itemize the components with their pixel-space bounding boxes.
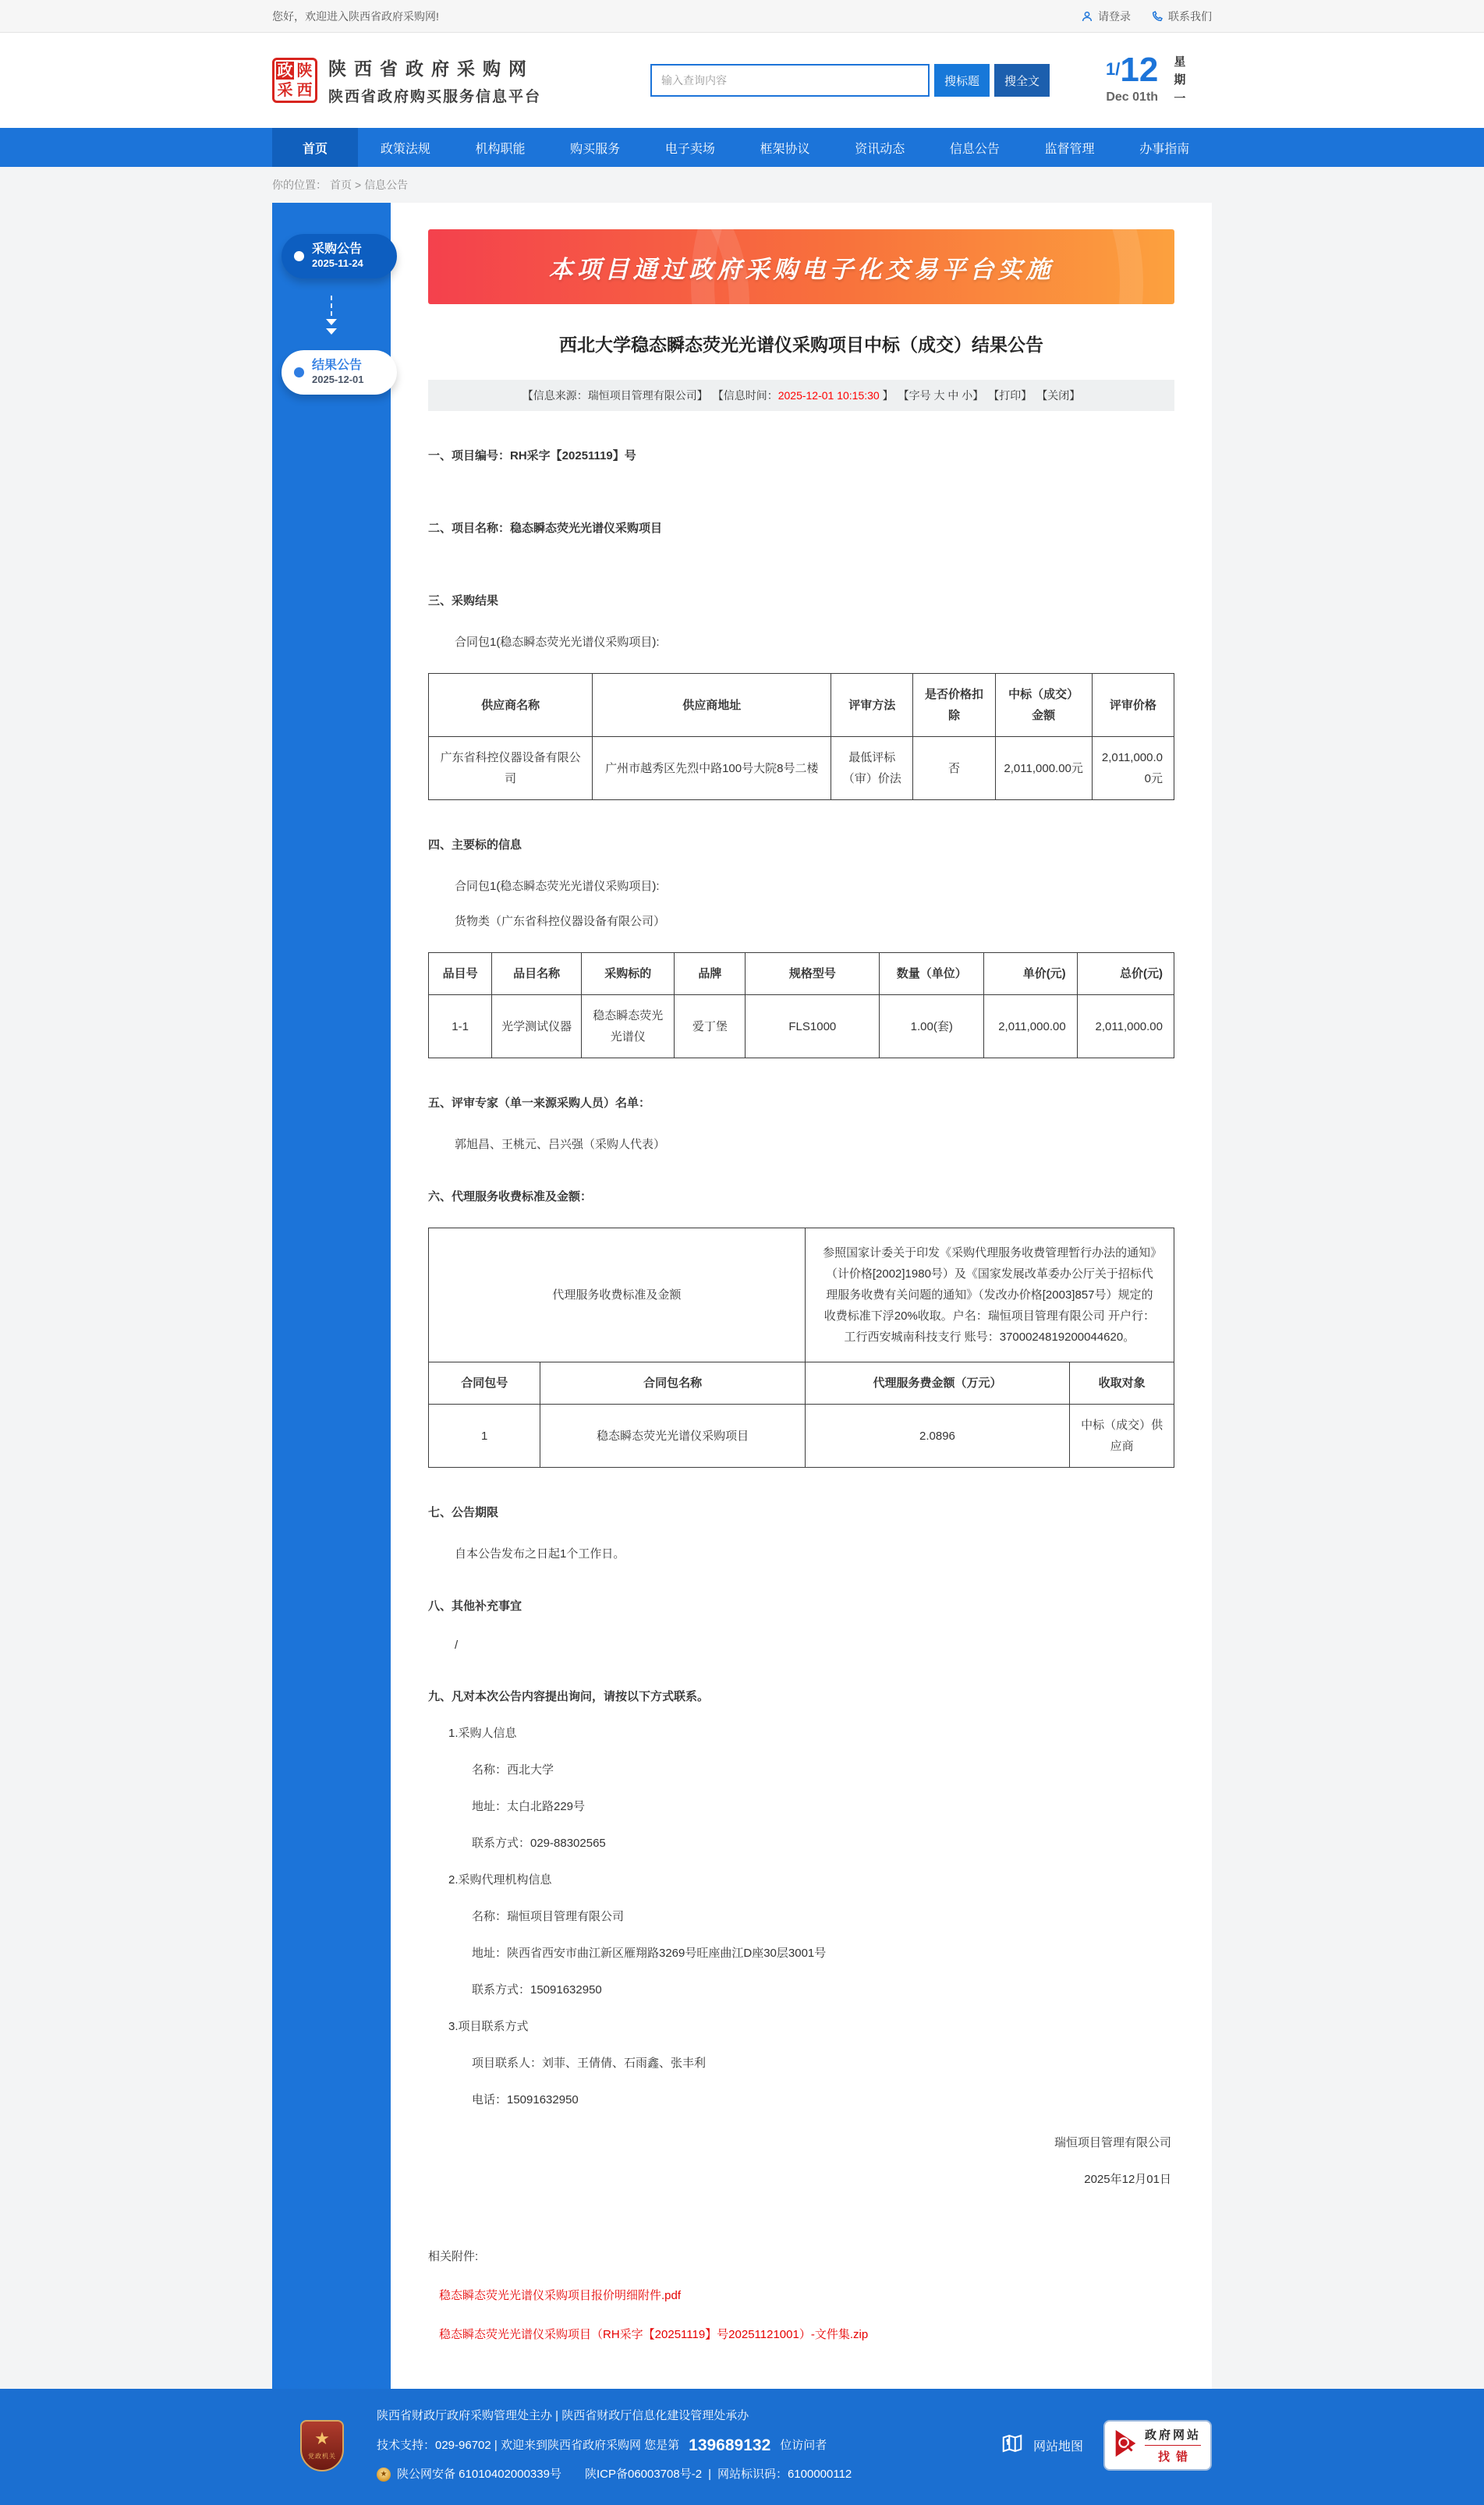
project-contact-title: 3.项目联系方式 <box>448 2020 529 2033</box>
print-button[interactable]: 【打印】 <box>988 389 1032 402</box>
table-row <box>429 995 1174 1058</box>
eprocurement-banner <box>428 229 1174 304</box>
date-en: Dec 01th <box>1106 90 1159 105</box>
police-badge-icon: ★ <box>377 2468 391 2482</box>
supplementary-text: / <box>455 1639 459 1652</box>
timeline-dot-icon <box>294 251 304 261</box>
column-header: 采购标的 <box>581 953 675 995</box>
gov-emblem-icon: ★ 党政机关 <box>300 2420 344 2471</box>
welcome-text: 您好，欢迎进入陕西省政府采购网! <box>272 10 439 23</box>
logo-stamp-icon <box>272 58 317 103</box>
column-header: 合同包号 <box>429 1362 540 1405</box>
cell-subject: 稳态瞬态荧光光谱仪 <box>581 995 675 1058</box>
emblem-label: 党政机关 <box>308 2453 336 2461</box>
badge-line1: 政府网站 <box>1144 2429 1201 2443</box>
logo-char: 政 <box>277 62 293 80</box>
cell-fee-standard-label: 代理服务收费标准及金额 <box>429 1228 806 1362</box>
cell-price-deduction: 否 <box>913 737 995 800</box>
contact-link[interactable] <box>1151 9 1212 24</box>
agency-info-title: 2.采购代理机构信息 <box>448 1873 552 1887</box>
phone-icon <box>1151 10 1163 23</box>
column-header: 评审价格 <box>1092 674 1174 737</box>
cell-model: FLS1000 <box>746 995 880 1058</box>
site-name: 陕西省政府采购网 <box>328 58 534 79</box>
login-link[interactable] <box>1081 9 1131 24</box>
nav-item-supervision[interactable]: 监督管理 <box>1044 142 1095 156</box>
signature-company: 瑞恒项目管理有限公司 <box>1054 2136 1171 2149</box>
package-line: 合同包1(稳态瞬态荧光光谱仪采购项目): <box>455 636 660 649</box>
cell-item-no: 1-1 <box>429 995 492 1058</box>
category-line: 货物类（广东省科控仪器设备有限公司） <box>455 915 666 928</box>
nav-item-purchase-service[interactable]: 购买服务 <box>570 142 621 156</box>
site-logo[interactable] <box>272 55 541 106</box>
agency-name: 名称：瑞恒项目管理有限公司 <box>472 1910 625 1923</box>
result-table <box>428 673 1174 800</box>
column-header: 中标（成交）金额 <box>995 674 1092 737</box>
column-header: 评审方法 <box>831 674 913 737</box>
column-header: 品牌 <box>675 953 746 995</box>
meta-source: 【信息来源：瑞恒项目管理有限公司】 <box>522 389 708 402</box>
buyer-phone: 联系方式：029-88302565 <box>472 1837 606 1850</box>
cell-award-amount: 2,011,000.00元 <box>995 737 1092 800</box>
site-footer <box>0 2389 1484 2505</box>
breadcrumb-separator: > <box>355 179 362 191</box>
top-bar <box>0 0 1484 33</box>
breadcrumb <box>0 167 1484 203</box>
section-1-heading: 一、项目编号：RH采字【20251119】号 <box>428 449 636 462</box>
logo-char: 西 <box>296 81 313 99</box>
search-input[interactable] <box>650 64 930 97</box>
user-icon <box>1081 10 1093 23</box>
cell-supplier-address: 广州市越秀区先烈中路100号大院8号二楼 <box>593 737 831 800</box>
sidebar-item-title: 结果公告 <box>312 358 363 372</box>
date-widget <box>1106 53 1186 108</box>
page-title: 西北大学稳态瞬态荧光光谱仪采购项目中标（成交）结果公告 <box>559 335 1043 355</box>
sitemap-label: 网站地图 <box>1032 2440 1083 2454</box>
package-line: 合同包1(稳态瞬态荧光光谱仪采购项目): <box>455 880 660 893</box>
footer-support: 技术支持：029-96702 | 欢迎来到陕西省政府采购网 您是第 <box>377 2438 680 2452</box>
sidebar-item-date: 2025-12-01 <box>312 373 364 385</box>
logo-char: 陕 <box>296 62 313 80</box>
nav-item-emarket[interactable]: 电子卖场 <box>664 142 715 156</box>
cell-review-method: 最低评标（审）价法 <box>831 737 913 800</box>
footer-organizer: 陕西省财政厅政府采购管理处主办 | 陕西省财政厅信息化建设管理处承办 <box>377 2409 749 2422</box>
column-header: 单价(元) <box>984 953 1078 995</box>
breadcrumb-label: 你的位置： <box>272 179 327 191</box>
main-area <box>0 203 1484 2389</box>
column-header: 总价(元) <box>1077 953 1174 995</box>
timeline-arrow-icon <box>272 296 391 335</box>
timeline-dot-icon <box>294 367 304 377</box>
site-code: 网站标识码：6100000112 <box>717 2468 852 2482</box>
section-5-heading: 五、评审专家（单一来源采购人员）名单： <box>428 1097 651 1110</box>
nav-item-guide[interactable]: 办事指南 <box>1139 142 1190 156</box>
section-3-heading: 三、采购结果 <box>428 594 499 608</box>
cell-package-no: 1 <box>429 1405 540 1468</box>
gov-site-error-report-badge[interactable] <box>1103 2420 1212 2471</box>
logo-char: 采 <box>277 81 293 99</box>
cell-brand: 爱丁堡 <box>675 995 746 1058</box>
search-bar <box>650 64 1050 97</box>
column-header: 收取对象 <box>1070 1362 1174 1405</box>
site-subtitle: 陕西省政府购买服务信息平台 <box>328 89 542 105</box>
article-content <box>391 203 1212 2389</box>
sidebar-item-result-announcement[interactable] <box>282 350 397 395</box>
map-icon <box>1001 2432 1024 2459</box>
breadcrumb-home[interactable]: 首页 <box>330 179 352 191</box>
meta-time: 【信息时间：2025-12-01 10:15:30 】 <box>712 389 894 402</box>
signature-date: 2025年12月01日 <box>1084 2173 1171 2186</box>
police-filing-link[interactable]: 陕公网安备 61010402000339号 <box>397 2468 561 2482</box>
attachments-section <box>428 2248 1174 2342</box>
buyer-address: 地址：太白北路229号 <box>472 1800 586 1813</box>
project-contact-person: 项目联系人：刘菲、王倩倩、石雨鑫、张丰利 <box>472 2057 707 2070</box>
nav-item-news[interactable]: 资讯动态 <box>855 142 905 156</box>
site-header <box>0 33 1484 128</box>
cell-fee-payer: 中标（成交）供应商 <box>1070 1405 1174 1468</box>
column-header: 品目号 <box>429 953 492 995</box>
banner-text: 本项目通过政府采购电子化交易平台实施 <box>548 255 1054 283</box>
column-header: 数量（单位） <box>880 953 984 995</box>
items-table <box>428 952 1174 1058</box>
badge-line2: 找错 <box>1157 2450 1194 2464</box>
footer-visitor-suffix: 位访问者 <box>780 2438 827 2452</box>
footer-divider: | <box>708 2468 711 2482</box>
close-button[interactable]: 【关闭】 <box>1036 389 1081 402</box>
section-4-heading: 四、主要标的信息 <box>428 838 522 852</box>
table-row <box>429 737 1174 800</box>
buyer-info-title: 1.采购人信息 <box>448 1727 517 1740</box>
attachment-pdf-link[interactable]: 稳态瞬态荧光光谱仪采购项目报价明细附件.pdf <box>439 2289 682 2302</box>
nav-item-functions[interactable]: 机构职能 <box>475 142 526 156</box>
signature-block <box>428 2134 1174 2187</box>
article-meta-bar <box>428 380 1174 411</box>
table-row <box>429 1228 1174 1362</box>
section-8-heading: 八、其他补充事宜 <box>428 1600 522 1613</box>
nav-item-announcements[interactable]: 信息公告 <box>949 142 1000 156</box>
meta-time-value: 2025-12-01 10:15:30 <box>777 389 880 402</box>
column-header: 供应商名称 <box>429 674 593 737</box>
error-report-icon <box>1114 2429 1138 2462</box>
table-row <box>429 1405 1174 1468</box>
sitemap-link[interactable] <box>1001 2432 1083 2459</box>
sidebar-item-date: 2025-11-24 <box>312 257 363 269</box>
attachment-zip-link[interactable]: 稳态瞬态荧光光谱仪采购项目（RH采字【20251119】号20251121001）-文件集.zip <box>439 2328 869 2341</box>
column-header: 供应商地址 <box>593 674 831 737</box>
sidebar-item-procurement-announcement[interactable] <box>282 234 397 278</box>
column-header: 合同包名称 <box>540 1362 805 1405</box>
cell-fee-standard-text: 参照国家计委关于印发《采购代理服务收费管理暂行办法的通知》（计价格[2002]1980号）及《国家发展改革委办公厅关于招标代理服务收费有关问题的通知》（发改办价格[2003]857号）规定的收费标准下浮20%收取。户名：瑞恒项目管理有限公司 开户行：工行西安城南科技支行 账号：3700024819200044620。 <box>805 1228 1174 1362</box>
section-9-heading: 九、凡对本次公告内容提出询问，请按以下方式联系。 <box>428 1690 710 1703</box>
cell-fee-amount: 2.0896 <box>805 1405 1069 1468</box>
nav-item-framework[interactable]: 框架协议 <box>760 142 810 156</box>
contact-label: 联系我们 <box>1168 10 1212 23</box>
search-fulltext-button[interactable]: 搜全文 <box>994 64 1050 97</box>
cell-supplier-name: 广东省科控仪器设备有限公司 <box>429 737 593 800</box>
nav-item-policy[interactable]: 政策法规 <box>380 142 430 156</box>
experts-line: 郭旭昌、王桃元、吕兴强（采购人代表） <box>455 1138 666 1151</box>
notice-period-text: 自本公告发布之日起1个工作日。 <box>455 1547 625 1561</box>
date-weekday: 星期一 <box>1174 55 1186 105</box>
cell-item-name: 光学测试仪器 <box>492 995 582 1058</box>
nav-item-home[interactable]: 首页 <box>272 128 358 167</box>
agency-phone: 联系方式：15091632950 <box>472 1983 602 1997</box>
buyer-name: 名称：西北大学 <box>472 1763 554 1777</box>
column-header: 是否价格扣除 <box>913 674 995 737</box>
column-header: 代理服务费金额（万元） <box>805 1362 1069 1405</box>
breadcrumb-current[interactable]: 信息公告 <box>364 179 409 191</box>
section-2-heading: 二、项目名称：稳态瞬态荧光光谱仪采购项目 <box>428 522 663 535</box>
icp-filing-link[interactable]: 陕ICP备06003708号-2 <box>584 2468 703 2482</box>
project-contact-phone: 电话：15091632950 <box>472 2093 579 2106</box>
cell-total-price: 2,011,000.00 <box>1077 995 1174 1058</box>
font-size-control[interactable]: 【字号 大 中 小】 <box>898 389 984 402</box>
date-day: 12 <box>1120 51 1159 90</box>
cell-unit-price: 2,011,000.00 <box>984 995 1078 1058</box>
cell-review-price: 2,011,000.00元 <box>1092 737 1174 800</box>
search-title-button[interactable]: 搜标题 <box>934 64 990 97</box>
sidebar-item-title: 采购公告 <box>312 243 363 256</box>
agency-fee-table <box>428 1228 1174 1468</box>
main-nav <box>0 128 1484 167</box>
cell-package-name: 稳态瞬态荧光光谱仪采购项目 <box>540 1405 805 1468</box>
login-label: 请登录 <box>1098 10 1131 23</box>
cell-quantity: 1.00(套) <box>880 995 984 1058</box>
column-header: 品目名称 <box>492 953 582 995</box>
date-page: 1/ <box>1106 59 1121 80</box>
section-7-heading: 七、公告期限 <box>428 1506 499 1519</box>
visitor-count: 139689132 <box>689 2436 771 2454</box>
column-header: 规格型号 <box>746 953 880 995</box>
section-6-heading: 六、代理服务收费标准及金额： <box>428 1190 593 1203</box>
announcement-timeline-sidebar <box>272 203 391 2389</box>
agency-address: 地址：陕西省西安市曲江新区雁翔路3269号旺座曲江D座30层3001号 <box>472 1947 827 1960</box>
attachments-label: 相关附件: <box>428 2250 479 2263</box>
